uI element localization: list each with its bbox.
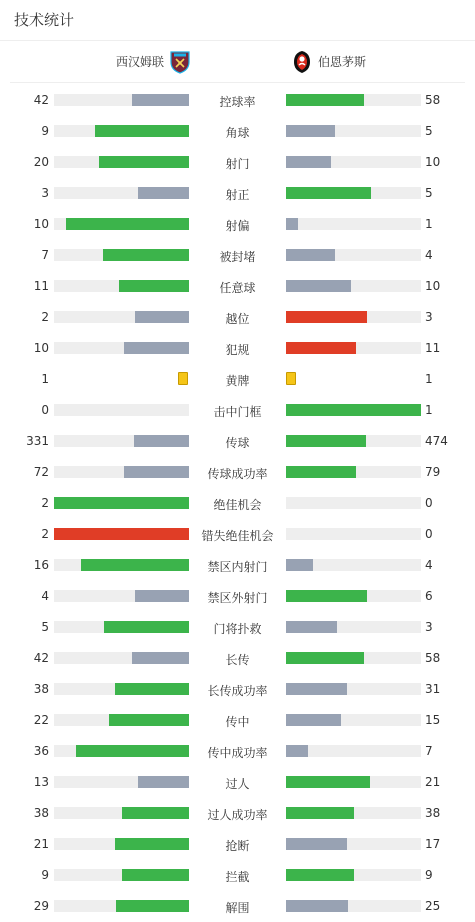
stat-row [0,116,475,147]
away-bar-track [286,714,421,726]
away-value: 1 [425,372,433,386]
away-bar-fill [286,590,367,602]
away-value: 25 [425,899,441,913]
home-bar-fill [135,590,189,602]
home-bar-track [54,94,189,106]
away-bar-track [286,652,421,664]
home-bar-fill [115,838,189,850]
away-bar-fill [286,838,347,850]
stat-label: 传球 [225,436,250,450]
home-value: 21 [33,837,49,851]
home-bar-track [54,249,189,261]
away-bar-fill [286,621,337,633]
away-bar-fill [286,311,367,323]
bournemouth-crest-icon [292,50,312,74]
stat-label: 传中 [225,715,250,729]
stat-label: 门将扑救 [213,622,262,636]
home-bar-fill [119,280,189,292]
away-value: 9 [425,868,433,882]
away-bar-fill [286,94,364,106]
away-bar-fill [286,714,341,726]
home-bar-fill [132,94,189,106]
stat-label: 传中成功率 [207,746,268,760]
home-bar-track [54,838,189,850]
home-value: 9 [41,124,49,138]
away-value: 3 [425,310,433,324]
away-value: 4 [425,558,433,572]
stat-label: 错失绝佳机会 [201,529,274,543]
home-bar-track [54,714,189,726]
home-value: 3 [41,186,49,200]
home-bar-fill [116,900,189,912]
away-value: 1 [425,403,433,417]
away-bar-track [286,94,421,106]
away-bar-fill [286,187,371,199]
away-bar-track [286,342,421,354]
home-bar-track [54,745,189,757]
yellow-card-icon [286,372,296,385]
away-bar-track [286,249,421,261]
away-bar-fill [286,869,354,881]
away-value: 15 [425,713,441,727]
home-bar-track [54,497,189,509]
home-bar-track [54,218,189,230]
away-value: 10 [425,155,441,169]
home-value: 5 [41,620,49,634]
home-bar-fill [109,714,189,726]
stat-label: 长传成功率 [207,684,268,698]
away-value: 79 [425,465,441,479]
stat-label: 射偏 [225,219,250,233]
stat-row [0,860,475,891]
home-bar-fill [104,621,189,633]
stat-row [0,333,475,364]
stat-row [0,798,475,829]
stat-label: 禁区外射门 [207,591,268,605]
home-bar-track [54,466,189,478]
away-bar-fill [286,435,366,447]
home-value: 2 [41,496,49,510]
away-value: 58 [425,651,441,665]
stat-label: 禁区内射门 [207,560,268,574]
stat-label: 越位 [225,312,250,326]
away-bar-track [286,683,421,695]
away-value: 5 [425,124,433,138]
home-bar-track [54,435,189,447]
home-bar-fill [95,125,190,137]
home-bar-track [54,807,189,819]
home-bar-fill [122,807,190,819]
stat-label: 长传 [225,653,250,667]
stat-label: 绝佳机会 [213,498,262,512]
home-bar-fill [138,187,189,199]
away-bar-track [286,404,421,416]
stat-row [0,240,475,271]
home-value: 9 [41,868,49,882]
home-bar-track [54,559,189,571]
home-team[interactable] [116,41,190,82]
away-bar-track [286,900,421,912]
stat-label: 任意球 [219,281,256,295]
home-bar-track [54,652,189,664]
home-bar-track [54,776,189,788]
stat-row [0,674,475,705]
home-bar-fill [81,559,189,571]
away-bar-fill [286,156,331,168]
home-value: 42 [33,651,49,665]
stat-label: 黄牌 [225,374,250,388]
stat-label: 拦截 [225,870,250,884]
home-value: 16 [33,558,49,572]
home-value: 72 [33,465,49,479]
stat-row [0,364,475,395]
stat-label: 控球率 [219,95,256,109]
stat-row [0,457,475,488]
away-bar-track [286,621,421,633]
away-bar-track [286,466,421,478]
home-bar-fill [124,342,189,354]
home-bar-track [54,125,189,137]
away-value: 3 [425,620,433,634]
home-bar-fill [134,435,189,447]
away-bar-fill [286,900,348,912]
home-bar-track [54,187,189,199]
away-bar-fill [286,342,356,354]
away-bar-fill [286,683,347,695]
home-bar-track [54,156,189,168]
yellow-card-icon [178,372,188,385]
home-bar-track [54,342,189,354]
home-bar-fill [54,528,189,540]
home-bar-track [54,869,189,881]
home-bar-fill [124,466,189,478]
stat-label: 过人成功率 [207,808,268,822]
away-bar-track [286,869,421,881]
away-value: 6 [425,589,433,603]
stat-row [0,550,475,581]
away-bar-track [286,838,421,850]
stat-row [0,426,475,457]
away-value: 5 [425,186,433,200]
stat-row [0,178,475,209]
home-value: 29 [33,899,49,913]
away-team-name: 伯恩茅斯 [318,55,367,69]
home-bar-fill [138,776,189,788]
away-bar-track [286,311,421,323]
stat-label: 角球 [225,126,250,140]
away-value: 58 [425,93,441,107]
home-value: 0 [41,403,49,417]
home-bar-fill [115,683,189,695]
away-bar-track [286,156,421,168]
stat-label: 解围 [225,901,250,915]
stat-row [0,519,475,550]
home-value: 2 [41,310,49,324]
home-bar-track [54,311,189,323]
away-bar-track [286,125,421,137]
away-value: 0 [425,527,433,541]
away-value: 1 [425,217,433,231]
away-value: 0 [425,496,433,510]
stat-row [0,302,475,333]
away-team[interactable] [292,41,366,82]
stat-label: 被封堵 [219,250,256,264]
away-bar-track [286,218,421,230]
teams-row [10,41,465,83]
home-value: 7 [41,248,49,262]
home-value: 10 [33,217,49,231]
home-value: 38 [33,806,49,820]
home-value: 4 [41,589,49,603]
stat-row [0,581,475,612]
stat-row [0,209,475,240]
away-bar-fill [286,745,308,757]
stat-label: 过人 [225,777,250,791]
stat-row [0,736,475,767]
home-bar-fill [66,218,189,230]
home-value: 38 [33,682,49,696]
page-title: 技术统计 [0,0,475,41]
stat-row [0,147,475,178]
away-bar-track [286,776,421,788]
home-value: 2 [41,527,49,541]
home-bar-fill [103,249,189,261]
away-bar-fill [286,218,298,230]
away-bar-track [286,435,421,447]
home-bar-fill [132,652,189,664]
home-bar-fill [54,497,189,509]
away-value: 31 [425,682,441,696]
home-bar-track [54,590,189,602]
stat-row [0,395,475,426]
away-bar-fill [286,404,421,416]
away-bar-track [286,559,421,571]
home-bar-fill [76,745,189,757]
home-value: 22 [33,713,49,727]
stat-label: 抢断 [225,839,250,853]
away-bar-fill [286,776,370,788]
away-value: 7 [425,744,433,758]
stat-label: 击中门框 [213,405,262,419]
away-bar-fill [286,249,335,261]
away-bar-track [286,590,421,602]
away-bar-track [286,280,421,292]
away-value: 38 [425,806,441,820]
stat-row [0,643,475,674]
away-bar-fill [286,125,335,137]
away-value: 11 [425,341,441,355]
stat-row [0,829,475,860]
away-bar-fill [286,280,351,292]
home-value: 20 [33,155,49,169]
stat-row [0,488,475,519]
home-value: 10 [33,341,49,355]
away-value: 17 [425,837,441,851]
stats-list [0,85,475,922]
away-bar-fill [286,559,313,571]
away-bar-track [286,497,421,509]
away-value: 10 [425,279,441,293]
stat-row [0,767,475,798]
stat-row [0,271,475,302]
away-bar-track [286,528,421,540]
home-bar-track [54,280,189,292]
home-bar-fill [135,311,189,323]
home-value: 13 [33,775,49,789]
stat-row [0,85,475,116]
home-value: 331 [26,434,49,448]
home-team-name: 西汉姆联 [115,55,164,69]
home-bar-track [54,528,189,540]
away-bar-track [286,745,421,757]
away-bar-track [286,807,421,819]
away-bar-fill [286,652,364,664]
stat-row [0,612,475,643]
home-bar-track [54,404,189,416]
stat-label: 犯规 [225,343,250,357]
home-bar-fill [99,156,189,168]
away-value: 21 [425,775,441,789]
stat-row [0,891,475,922]
home-bar-track [54,900,189,912]
stat-label: 传球成功率 [207,467,268,481]
home-bar-fill [122,869,190,881]
stat-label: 射正 [225,188,250,202]
home-value: 36 [33,744,49,758]
home-bar-track [54,683,189,695]
home-value: 42 [33,93,49,107]
away-bar-fill [286,807,354,819]
stat-label: 射门 [225,157,250,171]
west-ham-crest-icon [170,50,190,74]
away-value: 474 [425,434,448,448]
away-bar-track [286,187,421,199]
home-value: 11 [33,279,49,293]
away-bar-fill [286,466,356,478]
home-value: 1 [41,372,49,386]
away-value: 4 [425,248,433,262]
stat-row [0,705,475,736]
home-bar-track [54,621,189,633]
